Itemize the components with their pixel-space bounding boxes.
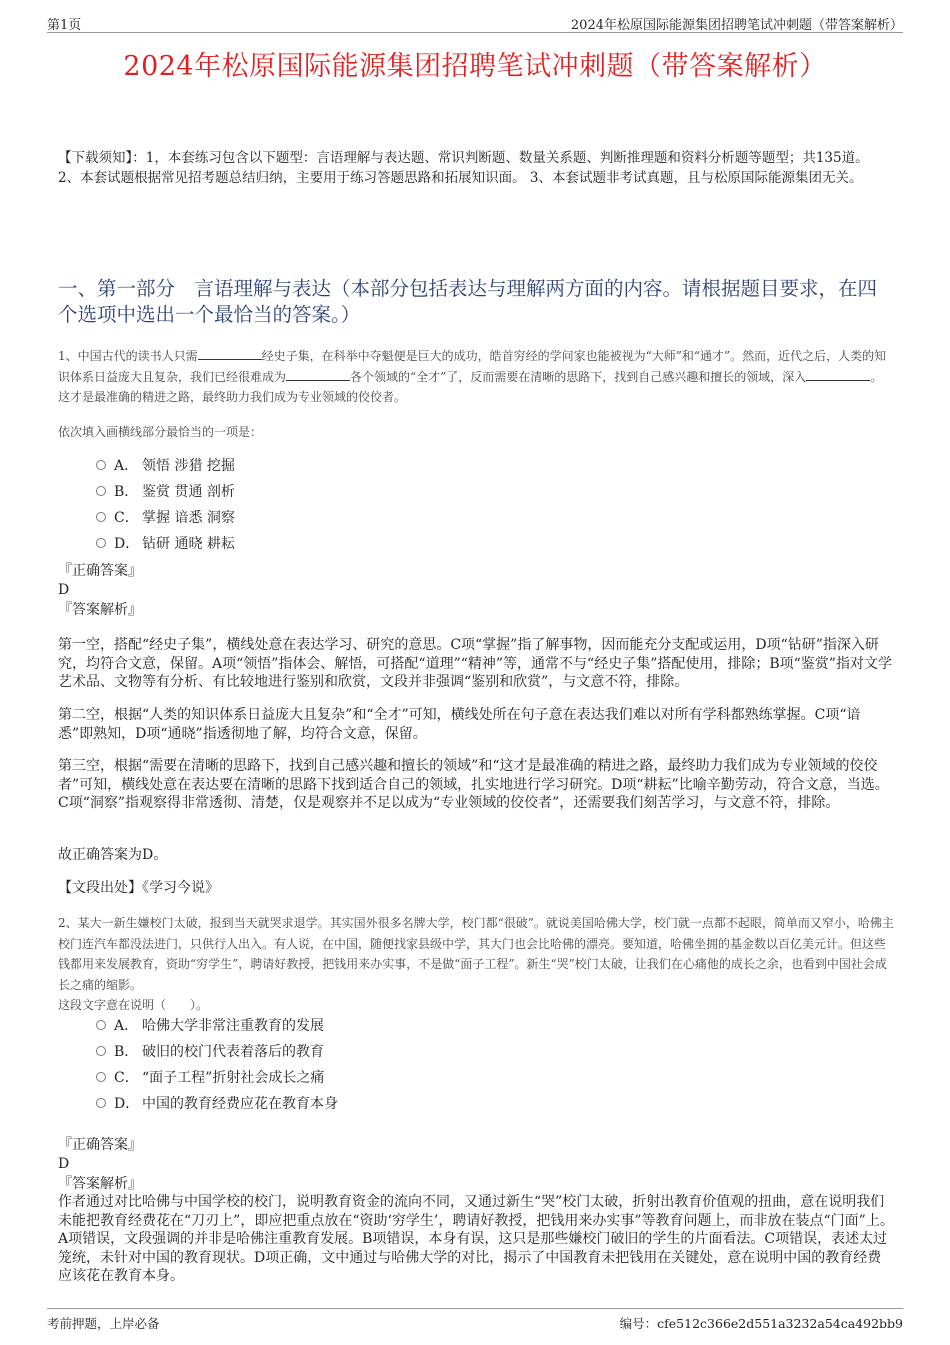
answer-value: D xyxy=(58,582,70,598)
download-notice: 【下载须知】：1，本套练习包含以下题型：言语理解与表达题、常识判断题、数量关系题、判断推理题和资料分析题等题型；共135道。 2、本套试题根据常见招考题总结归纳，主要用于练习答题思路和拓展知识面。 3、本套试题非考试真题，且与松原国际能源集团无关。 xyxy=(58,150,869,186)
document-title: 2024年松原国际能源集团招聘笔试冲刺题（带答案解析） xyxy=(123,51,827,82)
header-doc-title: 2024年松原国际能源集团招聘笔试冲刺题（带答案解析） xyxy=(570,18,903,33)
radio-icon[interactable] xyxy=(96,1072,106,1082)
option-c[interactable] xyxy=(96,1065,338,1091)
option-letter: A． xyxy=(114,1018,139,1034)
option-b[interactable] xyxy=(96,1039,338,1065)
option-letter: B． xyxy=(114,1044,139,1060)
source-citation: 【文段出处】《学习今说》 xyxy=(58,880,219,896)
option-d[interactable] xyxy=(96,1091,338,1117)
option-letter: B． xyxy=(114,484,139,500)
q1-text-part: 各个领域的“全才”了，反而需要在清晰的思路下，找到自己感兴趣和擅长的领域，深入 xyxy=(350,369,807,384)
analysis-label: 『答案解析』 xyxy=(58,602,142,618)
question-1-options xyxy=(96,453,235,557)
answer-label: 『正确答案』 xyxy=(58,1137,142,1153)
option-text: 掌握 谙悉 洞察 xyxy=(142,510,235,526)
option-d[interactable] xyxy=(96,531,235,557)
analysis-paragraph: 第二空，根据“人类的知识体系日益庞大且复杂”和“全才”可知，横线处所在句子意在表达我们难以对所有学科都熟练掌握。C项“谙悉”即熟知，D项“通晓”指透彻地了解，均符合文意，保留。 xyxy=(58,707,861,742)
radio-icon[interactable] xyxy=(96,486,106,496)
analysis-label: 『答案解析』 xyxy=(58,1176,142,1192)
footer-slogan: 考前押题，上岸必备 xyxy=(47,1316,160,1331)
question-2-stem: 2、某大一新生嫌校门太破，报到当天就哭求退学。其实国外很多名牌大学，校门都“很破”。就说美国哈佛大学，校门就一点都不起眼，简单而又窄小，哈佛主校门连汽车都没法进门，只供行人出入。有人说，在中国，随便找家县级中学，其大门也会比哈佛的漂亮。要知道，哈佛坐拥的基金数以百亿美元计。但这些钱都用来发展教育，资助“穷学生”，聘请好教授，把钱用来办实事，不是做“面子工程”。新生“哭”校门太破，让我们在心痛他的成长之余，也看到中国社会成长之痛的缩影。 xyxy=(58,916,894,992)
fill-blank xyxy=(286,368,350,381)
analysis-conclusion: 故正确答案为D。 xyxy=(58,847,168,863)
radio-icon[interactable] xyxy=(96,1046,106,1056)
option-b[interactable] xyxy=(96,479,235,505)
analysis-paragraph: 第一空，搭配“经史子集”，横线处意在表达学习、研究的意思。C项“掌握”指了解事物，因而能充分支配或运用，D项“钻研”指深入研究，均符合文意，保留。A项“领悟”指体会、解悟，可搭配“道理”“精神”等，通常不与“经史子集”搭配使用，排除；B项“鉴赏”指对文学艺术品、文物等有分析、有比较地进行鉴别和欣赏，文段并非强调“鉴别和欣赏”，与文意不符，排除。 xyxy=(58,637,892,690)
question-2-prompt: 这段文字意在说明（ ）。 xyxy=(58,998,209,1012)
q1-text-part: 1、中国古代的读书人只需 xyxy=(58,349,198,363)
fill-blank xyxy=(198,347,262,360)
radio-icon[interactable] xyxy=(96,538,106,548)
option-a[interactable] xyxy=(96,1013,338,1039)
option-letter: C． xyxy=(114,510,139,526)
question-1-prompt: 依次填入画横线部分最恰当的一项是： xyxy=(58,425,263,439)
option-letter: C． xyxy=(114,1070,139,1086)
option-text: 哈佛大学非常注重教育的发展 xyxy=(142,1018,324,1034)
q1-text-part: 经史子集，在科举中夺魁便是巨大的成功，皓首穷经的学问家也能被视为“大师”和“通才”。然而，近代之后，人类的知识体系日益庞大且复杂，我们已经很难成为 xyxy=(58,349,887,384)
option-text: 破旧的校门代表着落后的教育 xyxy=(142,1044,324,1060)
option-c[interactable] xyxy=(96,505,235,531)
radio-icon[interactable] xyxy=(96,1098,106,1108)
page-header xyxy=(47,12,903,33)
page-number: 第1页 xyxy=(47,18,82,33)
option-text: 中国的教育经费应花在教育本身 xyxy=(142,1096,338,1112)
radio-icon[interactable] xyxy=(96,512,106,522)
answer-value: D xyxy=(58,1156,70,1172)
radio-icon[interactable] xyxy=(96,460,106,470)
section-heading: 一、第一部分 言语理解与表达（本部分包括表达与理解两方面的内容。请根据题目要求，在四个选项中选出一个最恰当的答案。） xyxy=(58,277,878,326)
option-text: 鉴赏 贯通 剖析 xyxy=(142,484,235,500)
radio-icon[interactable] xyxy=(96,1020,106,1030)
fill-blank xyxy=(806,368,870,381)
question-2-options xyxy=(96,1013,338,1117)
page-footer xyxy=(47,1308,903,1331)
q1-text-part: 。这才是最准确的精进之路，最终助力我们成为专业领域的佼佼者。 xyxy=(58,369,883,404)
answer-label: 『正确答案』 xyxy=(58,563,142,579)
question-1-stem xyxy=(58,346,894,408)
option-letter: D． xyxy=(114,536,140,552)
option-text: 领悟 涉猎 挖掘 xyxy=(142,458,235,474)
option-letter: A． xyxy=(114,458,139,474)
document-id: 编号：cfe512c366e2d551a3232a54ca492bb9 xyxy=(619,1316,903,1331)
option-text: “面子工程”折射社会成长之痛 xyxy=(142,1070,325,1086)
option-letter: D． xyxy=(114,1096,140,1112)
analysis-paragraph: 第三空，根据“需要在清晰的思路下，找到自己感兴趣和擅长的领域”和“这才是最准确的精进之路，最终助力我们成为专业领域的佼佼者”可知，横线处意在表达要在清晰的思路下找到适合自己的领域，扎实地进行学习研究。D项“耕耘”比喻辛勤劳动，符合文意，当选。C项“洞察”指观察得非常透彻、清楚，仅是观察并不足以成为“专业领域的佼佼者”，还需要我们刻苦学习，与文意不符，排除。 xyxy=(58,758,889,811)
analysis-paragraph: 作者通过对比哈佛与中国学校的校门，说明教育资金的流向不同，又通过新生“哭”校门太破，折射出教育价值观的扭曲，意在说明我们未能把教育经费花在“刀刃上”，即应把重点放在“资助‘穷学生’，聘请好教授，把钱用来办实事”等教育问题上，而非放在装点“门面”上。A项错误，文段强调的并非是哈佛注重教育发展。B项错误，本身有误，这只是那些嫌校门破旧的学生的片面看法。C项错误，表述太过笼统，未针对中国的教育现状。D项正确，文中通过与哈佛大学的对比，揭示了中国教育未把钱用在关键处，意在说明中国的教育经费应该花在教育本身。 xyxy=(58,1194,894,1284)
option-a[interactable] xyxy=(96,453,235,479)
option-text: 钻研 通晓 耕耘 xyxy=(142,536,235,552)
